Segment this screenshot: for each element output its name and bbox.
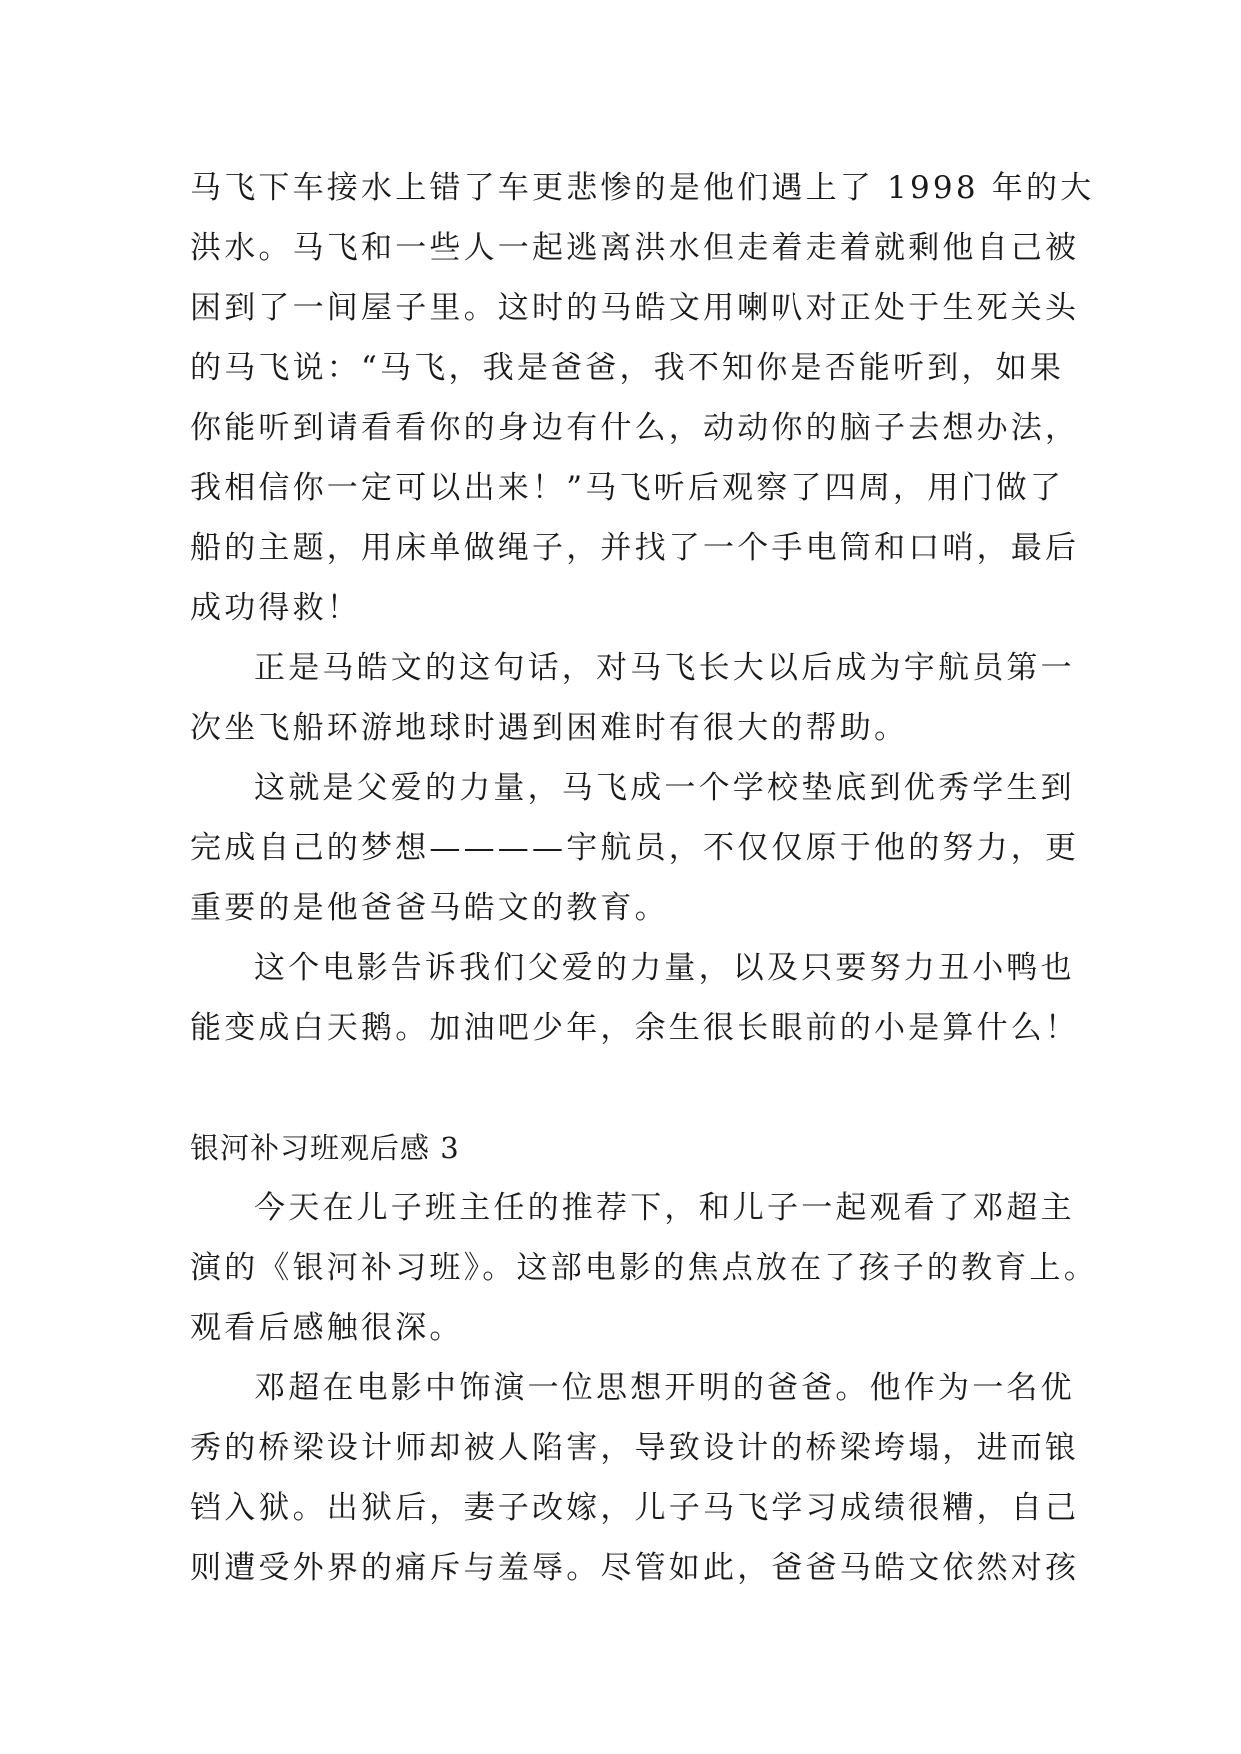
section-heading: 银河补习班观后感 3 [190, 1131, 460, 1165]
paragraph [190, 1358, 1080, 1598]
blank-line [190, 1058, 1070, 1118]
text-line: 你能听到请看看你的身边有什么，动动你的脑子去想办法， [190, 410, 1080, 446]
text-line: 成功得救！ [190, 590, 361, 626]
text-line: 次坐飞船环游地球时遇到困难时有很大的帮助。 [190, 710, 909, 746]
document-page [190, 158, 1098, 1598]
paragraph-continued [190, 158, 1095, 638]
paragraph [190, 938, 1080, 1058]
text-line: 这个电影告诉我们父爱的力量，以及只要努力丑小鸭也 [254, 950, 1075, 986]
text-line: 的马飞说：“马飞，我是爸爸，我不知你是否能听到，如果 [190, 350, 1065, 386]
text-line: 船的主题，用床单做绳子，并找了一个手电筒和口哨，最后 [190, 530, 1080, 566]
text-line: 正是马皓文的这句话，对马飞长大以后成为宇航员第一 [254, 650, 1075, 686]
text-line: 完成自己的梦想————宇航员，不仅仅原于他的努力，更 [190, 830, 1080, 866]
text-line: 马飞下车接水上错了车更悲惨的是他们遇上了 1998 年的大 [190, 170, 1095, 206]
paragraph [190, 758, 1080, 938]
text-line: 观看后感触很深。 [190, 1310, 464, 1346]
text-line: 铛入狱。出狱后，妻子改嫁，儿子马飞学习成绩很糟，自己 [190, 1490, 1080, 1526]
text-line: 演的《银河补习班》。这部电影的焦点放在了孩子的教育上。 [190, 1250, 1098, 1286]
paragraph [190, 1178, 1098, 1358]
text-line: 这就是父爱的力量，马飞成一个学校垫底到优秀学生到 [254, 770, 1075, 806]
text-line: 秀的桥梁设计师却被人陷害，导致设计的桥梁垮塌，进而锒 [190, 1430, 1080, 1466]
text-line: 重要的是他爸爸马皓文的教育。 [190, 890, 669, 926]
text-line: 我相信你一定可以出来！”马飞听后观察了四周，用门做了 [190, 470, 1065, 506]
text-line: 则遭受外界的痛斥与羞辱。尽管如此，爸爸马皓文依然对孩 [190, 1550, 1080, 1586]
text-line: 今天在儿子班主任的推荐下，和儿子一起观看了邓超主 [254, 1190, 1075, 1226]
text-line: 邓超在电影中饰演一位思想开明的爸爸。他作为一名优 [254, 1370, 1075, 1406]
text-line: 洪水。马飞和一些人一起逃离洪水但走着走着就剩他自己被 [190, 230, 1080, 266]
text-line: 困到了一间屋子里。这时的马皓文用喇叭对正处于生死关头 [190, 290, 1080, 326]
paragraph [190, 638, 1075, 758]
text-line: 能变成白天鹅。加油吧少年，余生很长眼前的小是算什么！ [190, 1010, 1080, 1046]
